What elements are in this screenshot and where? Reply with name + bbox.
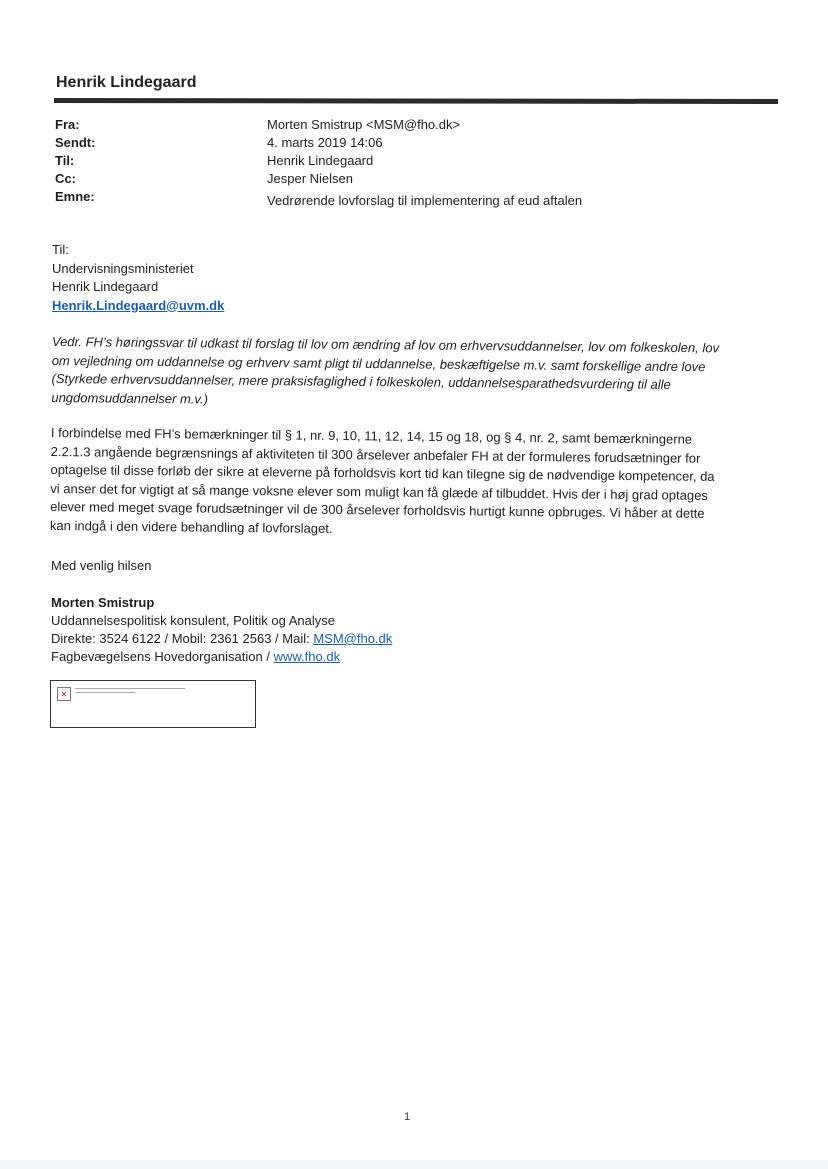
to-value: Henrik Lindegaard [267,153,374,168]
body-line: optagelse til disse forløb der sikre at eleverne på forholdsvis kort tid kan tilegne sig de nødvendige kompetencer, da [50,462,715,485]
owner-name: Henrik Lindegaard [56,74,197,91]
signature-contact [51,630,392,648]
recipient-name: Henrik Lindegaard [52,279,159,294]
from-value: Morten Smistrup <MSM@fho.dk> [267,117,461,132]
signature-org [51,648,392,666]
subject-line: (Styrkede erhvervsuddannelser, mere praksisfaglighed i folkeskolen, uddannelsesparathedsvurdering til alle [51,371,671,393]
body-line: 2.2.1.3 angående begrænsnings af aktiviteten til 300 årselever anbefaler FH at der formuleres forudsætninger for [50,443,701,466]
body-line: elever med meget svage forudsætninger vil de 300 årselever forholdsvis hurtigt kunne opbruges. Vi håber at dette [50,499,705,522]
signature-mail-link[interactable]: MSM@fho.dk [313,631,393,646]
body-line: kan indgå i den videre behandling af lovforslaget. [49,517,333,536]
signature-name: Morten Smistrup [51,595,155,610]
sent-row [55,134,383,152]
subject-row [55,188,583,208]
recipient-email-link[interactable]: Henrik.Lindegaard@uvm.dk [52,297,225,313]
cc-label: Cc: [55,171,76,186]
subject-line: om vejledning om uddannelse og erhverv samt pligt til uddannelse, beskæftigelse m.v. samt forskellige andre love [51,352,706,374]
body-paragraph [50,424,761,543]
subject-line: ungdomsuddannelser m.v.) [51,389,209,407]
broken-image-icon: × [57,687,71,701]
to-row [55,152,374,170]
recipient-block [52,241,224,315]
body-line: vi anser det for vigtigt at så mange voksne elever som muligt kan få glæde af tilbuddet. Hvis der i høj grad optages [50,480,708,503]
recipient-label: Til: [52,242,69,257]
signature-org-text: Fagbevægelsens Hovedorganisation / [51,649,274,664]
subject-label: Emne: [55,189,95,204]
scan-edge [0,1160,828,1169]
to-label: Til: [55,153,75,168]
signature-contact-text: Direkte: 3524 6122 / Mobil: 2361 2563 / Mail: [51,631,314,646]
sent-value: 4. marts 2019 14:06 [267,135,383,150]
placeholder-caption [75,688,185,696]
page-number: 1 [404,1111,411,1123]
from-row [55,116,461,134]
broken-image-placeholder [50,680,256,728]
cc-row [55,170,353,188]
body-line: I forbindelse med FH’s bemærkninger til § 1, nr. 9, 10, 11, 12, 14, 15 og 18, og § 4, nr. 2, samt bemærkningerne [50,424,693,447]
closing: Med venlig hilsen [51,558,152,573]
subject-paragraph [51,333,772,414]
from-label: Fra: [55,117,80,132]
header-rule [54,98,778,104]
sent-label: Sendt: [55,135,96,150]
subject-value: Vedrørende lovforslag til implementering af eud aftalen [267,193,583,208]
subject-line: Vedr. FH’s høringssvar til udkast til forslag til lov om ændring af lov om erhvervsuddannelser, lov om folkeskolen, lov [51,333,720,356]
signature-title: Uddannelsespolitisk konsulent, Politik og Analyse [51,613,336,628]
signature-website-link[interactable]: www.fho.dk [273,649,341,664]
signature-block [51,594,392,666]
recipient-org: Undervisningsministeriet [52,260,194,276]
cc-value: Jesper Nielsen [267,171,353,186]
